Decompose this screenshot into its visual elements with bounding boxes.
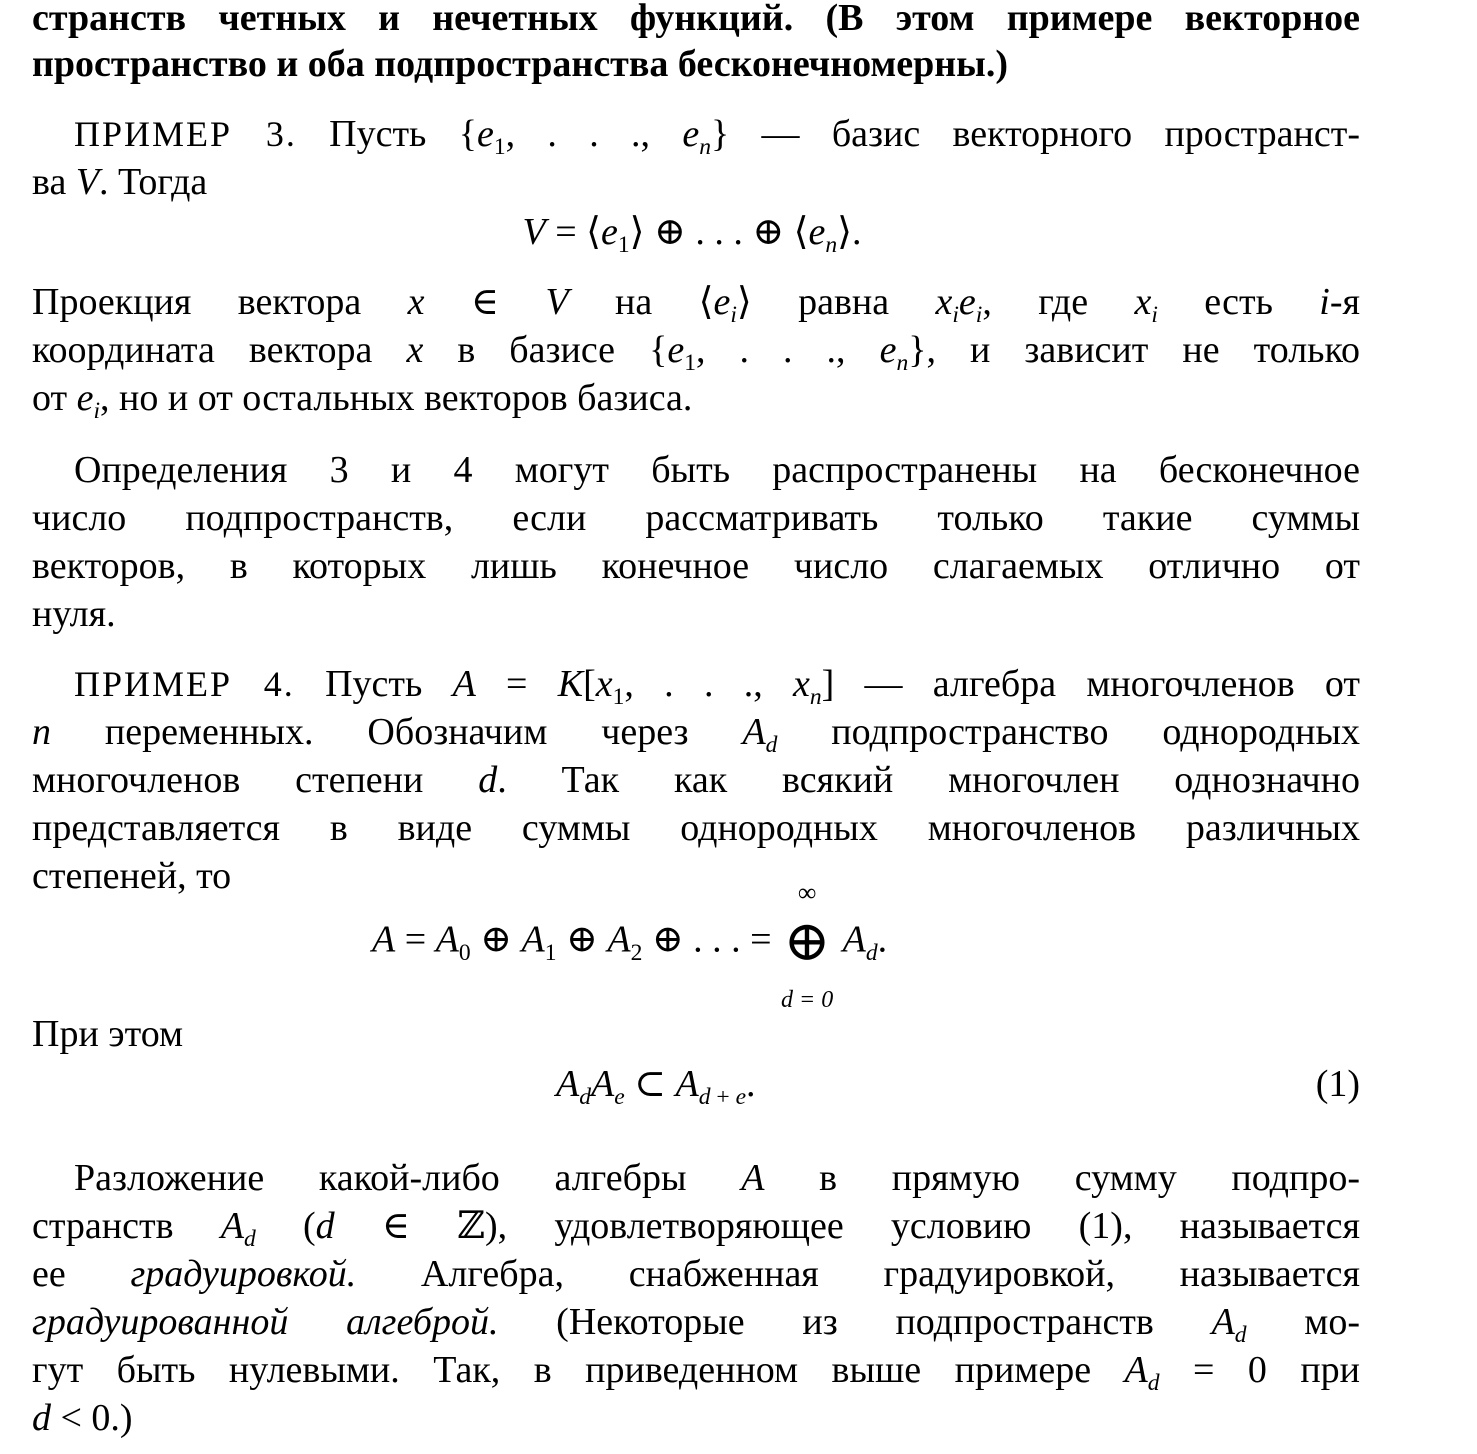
equation-1-row	[32, 1060, 1360, 1111]
example-4-label: ПРИМЕР 4.	[74, 664, 295, 704]
big-oplus-operator: ∞ ⊕ d = 0	[781, 878, 834, 1013]
text-line-10: векторов, в которых лишь конечное число слагаемых отлично от	[32, 545, 1360, 587]
example-3-line: ПРИМЕР 3. Пусть {$e_1$, . . ., $e_n$} — базис векторного пространст-	[74, 113, 1361, 161]
example-4-line: ПРИМЕР 4. Пусть $A = K[x_1$, . . ., $x_n$] — алгебра многочленов от	[74, 663, 1360, 711]
text-line-9: число подпространств, если рассматривать только такие суммы	[32, 497, 1360, 539]
text-line-13: n переменных. Обозначим через $A_d$ подпространство однородных	[32, 711, 1360, 759]
text-line-19: странств $A_d$ (d ∈ ℤ), удовлетворяющее условию (1), называется	[32, 1205, 1360, 1253]
equation-graded-sum: $A = A_0$ ⊕ $A_1$ ⊕ $A_2$ ⊕ . . . = ∞ ⊕ d = 0 $A_d$.	[372, 878, 888, 1013]
text-line-1: странств четных и нечетных функций. (В этом примере векторное	[32, 0, 1360, 39]
text-line-23: d < 0.)	[32, 1397, 133, 1439]
text-line-8: Определения 3 и 4 могут быть распространены на бесконечное	[74, 449, 1360, 491]
text-line-2: пространство и оба подпространства бесконечномерны.)	[32, 43, 1008, 85]
equation-1: $A_dA_e$ ⊂ $A_{d + e}$.	[556, 1063, 756, 1111]
text-line-11: нуля.	[32, 593, 116, 635]
text-line-7: от $e_i$, но и от остальных векторов базиса.	[32, 377, 693, 425]
text-line-18: Разложение какой-либо алгебры A в прямую сумму подпро-	[74, 1157, 1361, 1199]
text-line-5: Проекция вектора x ∈ V на $⟨e_i⟩$ равна $x_ie_i$, где $x_i$ есть i-я	[32, 281, 1360, 329]
equation-direct-sum-basis: $V = ⟨e_1⟩$ ⊕ . . . ⊕ $⟨e_n⟩$.	[522, 211, 862, 259]
term-graduation: градуировкой.	[130, 1253, 357, 1295]
term-graded-algebra: градуированной алгеброй.	[32, 1301, 499, 1343]
example-3-label: ПРИМЕР 3.	[74, 114, 297, 154]
text-line-15: представляется в виде суммы однородных многочленов различных	[32, 807, 1360, 849]
text-line-21: градуированной алгеброй. (Некоторые из подпространств $A_d$ мо-	[32, 1301, 1360, 1349]
text-line-6: координата вектора x в базисе {$e_1$, . . ., $e_n$}, и зависит не только	[32, 329, 1361, 377]
text-line-17: При этом	[32, 1013, 184, 1055]
text-line-14: многочленов степени d. Так как всякий многочлен однозначно	[32, 759, 1360, 801]
text-line-4: ва V. Тогда	[32, 161, 208, 203]
equation-number: (1)	[1315, 1063, 1360, 1105]
text-line-22: гут быть нулевыми. Так, в приведенном выше примере $A_d = 0$ при	[32, 1349, 1360, 1397]
text-line-16: степеней, то	[32, 855, 232, 897]
text-line-20: ее градуировкой. Алгебра, снабженная градуировкой, называется	[32, 1253, 1360, 1295]
